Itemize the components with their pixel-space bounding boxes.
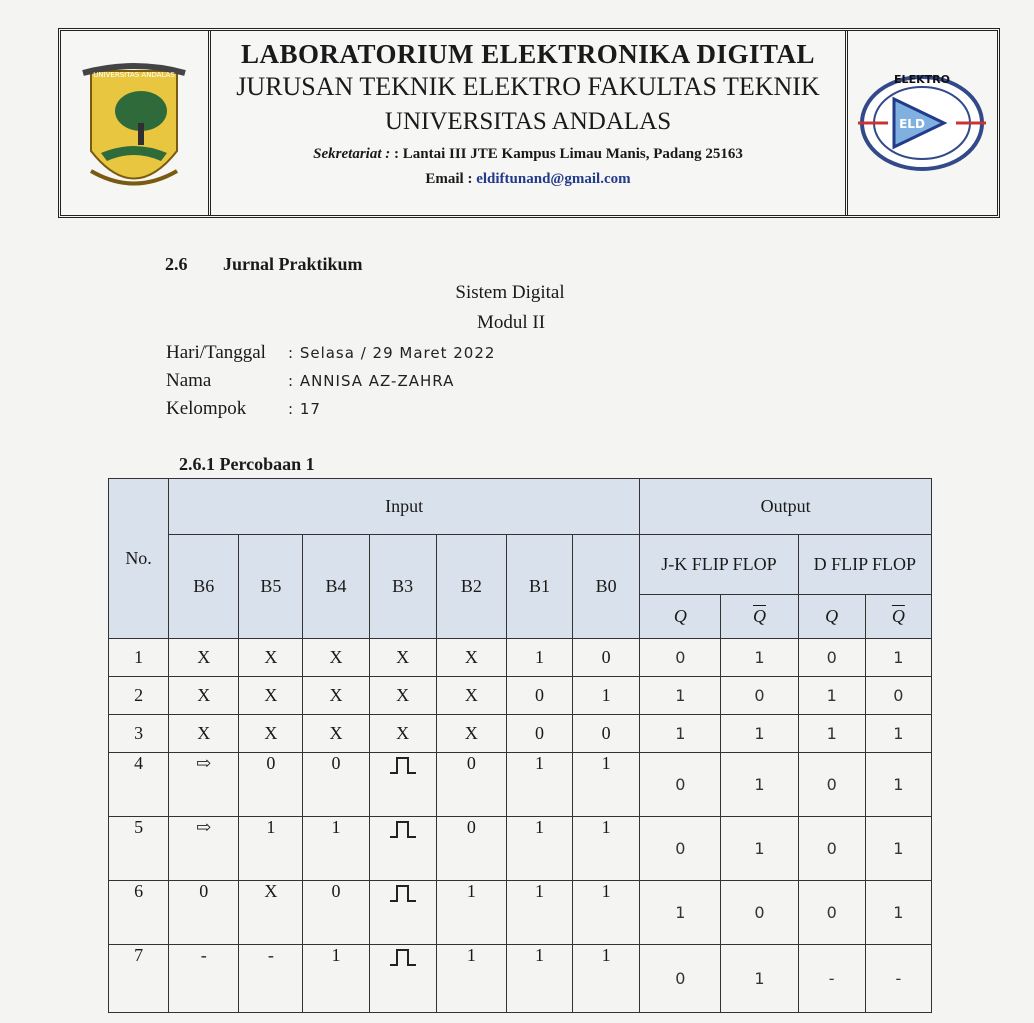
col-b2: B2 bbox=[436, 535, 506, 639]
input-cell-b4: X bbox=[303, 677, 369, 715]
output-cell-d-q: 0 bbox=[798, 753, 865, 817]
info-label: Nama bbox=[166, 370, 212, 391]
info-label: Hari/Tanggal bbox=[166, 342, 266, 363]
jk-q-header: Q bbox=[640, 595, 721, 639]
col-b6: B6 bbox=[169, 535, 239, 639]
subsection-heading: 2.6.1 Percobaan 1 bbox=[179, 454, 315, 474]
col-b3: B3 bbox=[369, 535, 436, 639]
secretariat-label: Sekretariat : bbox=[313, 146, 391, 162]
output-cell-d-q: 0 bbox=[798, 817, 865, 881]
input-cell-b6: ⇨ bbox=[169, 817, 239, 881]
output-cell-jk-qb: 1 bbox=[721, 945, 798, 1013]
row-number: 5 bbox=[109, 817, 169, 881]
input-cell-b4: 0 bbox=[303, 881, 369, 945]
info-value: : 17 bbox=[288, 400, 321, 418]
section-title: Jurnal Praktikum bbox=[223, 254, 363, 274]
row-number: 4 bbox=[109, 753, 169, 817]
input-cell-b3: X bbox=[369, 639, 436, 677]
department-name: JURUSAN TEKNIK ELEKTRO FAKULTAS TEKNIK bbox=[236, 72, 820, 101]
jk-flipflop-header: J-K FLIP FLOP bbox=[640, 535, 798, 595]
output-cell-jk-q: 1 bbox=[640, 715, 721, 753]
svg-text:UNIVERSITAS ANDALAS: UNIVERSITAS ANDALAS bbox=[93, 71, 175, 79]
svg-text:ELEKTRO: ELEKTRO bbox=[894, 73, 950, 86]
info-label: Kelompok bbox=[166, 398, 247, 419]
table-row bbox=[109, 945, 932, 1013]
output-cell-d-q: 1 bbox=[798, 677, 865, 715]
output-cell-jk-qb: 0 bbox=[721, 881, 798, 945]
col-b0: B0 bbox=[573, 535, 640, 639]
table-row bbox=[109, 881, 932, 945]
info-value: : ANNISA AZ-ZAHRA bbox=[288, 372, 455, 390]
input-cell-b6: X bbox=[169, 639, 239, 677]
info-row-date bbox=[166, 342, 495, 364]
input-cell-b6: ⇨ bbox=[169, 753, 239, 817]
output-cell-jk-q: 0 bbox=[640, 817, 721, 881]
input-cell-b2: 0 bbox=[436, 817, 506, 881]
email-address: eldiftunand@gmail.com bbox=[476, 171, 631, 187]
input-cell-b5: X bbox=[239, 715, 303, 753]
info-value: : Selasa / 29 Maret 2022 bbox=[288, 344, 496, 362]
table-row bbox=[109, 753, 932, 817]
input-cell-b2: X bbox=[436, 715, 506, 753]
input-cell-b1: 1 bbox=[506, 639, 572, 677]
input-cell-b1: 1 bbox=[506, 945, 572, 1013]
input-cell-b4: 1 bbox=[303, 945, 369, 1013]
output-cell-d-qb: 0 bbox=[865, 677, 931, 715]
input-cell-b4: 0 bbox=[303, 753, 369, 817]
input-cell-b2: X bbox=[436, 639, 506, 677]
input-cell-b5: - bbox=[239, 945, 303, 1013]
row-number: 2 bbox=[109, 677, 169, 715]
output-cell-d-qb: 1 bbox=[865, 881, 931, 945]
clock-pulse-icon bbox=[369, 945, 436, 1013]
input-cell-b2: 1 bbox=[436, 945, 506, 1013]
input-cell-b6: 0 bbox=[169, 881, 239, 945]
input-cell-b3: X bbox=[369, 677, 436, 715]
output-cell-d-qb: - bbox=[865, 945, 931, 1013]
input-cell-b1: 1 bbox=[506, 817, 572, 881]
input-cell-b2: X bbox=[436, 677, 506, 715]
output-cell-d-qb: 1 bbox=[865, 715, 931, 753]
output-cell-jk-qb: 1 bbox=[721, 639, 798, 677]
d-q-header: Q bbox=[798, 595, 865, 639]
table-row bbox=[109, 817, 932, 881]
row-number: 1 bbox=[109, 639, 169, 677]
input-cell-b1: 1 bbox=[506, 753, 572, 817]
output-cell-jk-qb: 0 bbox=[721, 677, 798, 715]
input-cell-b1: 0 bbox=[506, 715, 572, 753]
output-cell-d-q: - bbox=[798, 945, 865, 1013]
clock-pulse-icon bbox=[369, 753, 436, 817]
output-cell-jk-q: 0 bbox=[640, 753, 721, 817]
input-header: Input bbox=[169, 479, 640, 535]
clock-pulse-icon bbox=[369, 817, 436, 881]
table-row bbox=[109, 677, 932, 715]
course-name: Sistem Digital bbox=[455, 282, 565, 303]
email-line bbox=[211, 171, 845, 188]
secretariat-address: : Lantai III JTE Kampus Limau Manis, Padang 25163 bbox=[394, 146, 743, 162]
module-name: Modul II bbox=[476, 312, 546, 333]
input-cell-b1: 1 bbox=[506, 881, 572, 945]
output-cell-jk-q: 0 bbox=[640, 945, 721, 1013]
input-cell-b6: - bbox=[169, 945, 239, 1013]
d-qbar-header: $\overline{Q}$ bbox=[865, 595, 931, 639]
journal-table bbox=[108, 478, 932, 1013]
table-row bbox=[109, 639, 932, 677]
university-name: UNIVERSITAS ANDALAS bbox=[384, 108, 672, 135]
output-cell-d-qb: 1 bbox=[865, 639, 931, 677]
input-cell-b0: 0 bbox=[573, 715, 640, 753]
input-cell-b4: X bbox=[303, 715, 369, 753]
letterhead-text bbox=[211, 31, 845, 188]
input-cell-b6: X bbox=[169, 715, 239, 753]
input-cell-b5: X bbox=[239, 677, 303, 715]
letterhead bbox=[58, 28, 1000, 218]
no-header: No. bbox=[109, 479, 169, 639]
col-b1: B1 bbox=[506, 535, 572, 639]
output-cell-jk-q: 0 bbox=[640, 639, 721, 677]
table-body bbox=[109, 639, 932, 1013]
clock-pulse-icon bbox=[369, 881, 436, 945]
input-cell-b5: X bbox=[239, 639, 303, 677]
row-number: 6 bbox=[109, 881, 169, 945]
info-row-group bbox=[166, 398, 321, 420]
input-cell-b1: 0 bbox=[506, 677, 572, 715]
col-b5: B5 bbox=[239, 535, 303, 639]
input-cell-b5: 1 bbox=[239, 817, 303, 881]
lab-name: LABORATORIUM ELEKTRONIKA DIGITAL bbox=[240, 39, 816, 69]
output-cell-d-q: 0 bbox=[798, 639, 865, 677]
email-label: Email : bbox=[425, 171, 473, 187]
output-cell-d-qb: 1 bbox=[865, 817, 931, 881]
input-cell-b0: 1 bbox=[573, 817, 640, 881]
section-heading bbox=[165, 254, 363, 275]
output-cell-jk-qb: 1 bbox=[721, 817, 798, 881]
info-row-name bbox=[166, 370, 454, 392]
input-cell-b0: 0 bbox=[573, 639, 640, 677]
elektro-logo bbox=[845, 31, 997, 215]
input-cell-b4: X bbox=[303, 639, 369, 677]
svg-text:ELD: ELD bbox=[899, 117, 925, 131]
input-cell-b3: X bbox=[369, 715, 436, 753]
secretariat-line bbox=[211, 146, 845, 163]
output-cell-d-qb: 1 bbox=[865, 753, 931, 817]
input-cell-b4: 1 bbox=[303, 817, 369, 881]
row-number: 3 bbox=[109, 715, 169, 753]
input-cell-b0: 1 bbox=[573, 677, 640, 715]
output-cell-jk-q: 1 bbox=[640, 881, 721, 945]
output-cell-jk-q: 1 bbox=[640, 677, 721, 715]
input-cell-b5: X bbox=[239, 881, 303, 945]
row-number: 7 bbox=[109, 945, 169, 1013]
output-cell-jk-qb: 1 bbox=[721, 715, 798, 753]
input-cell-b2: 0 bbox=[436, 753, 506, 817]
output-cell-d-q: 1 bbox=[798, 715, 865, 753]
output-cell-jk-qb: 1 bbox=[721, 753, 798, 817]
input-cell-b2: 1 bbox=[436, 881, 506, 945]
table-row bbox=[109, 715, 932, 753]
input-cell-b5: 0 bbox=[239, 753, 303, 817]
jk-qbar-header: $\overline{Q}$ bbox=[721, 595, 798, 639]
section-number: 2.6 bbox=[165, 254, 188, 274]
input-cell-b0: 1 bbox=[573, 753, 640, 817]
input-cell-b0: 1 bbox=[573, 881, 640, 945]
d-flipflop-header: D FLIP FLOP bbox=[798, 535, 931, 595]
universitas-andalas-logo bbox=[61, 31, 211, 215]
input-cell-b6: X bbox=[169, 677, 239, 715]
output-header: Output bbox=[640, 479, 932, 535]
output-cell-d-q: 0 bbox=[798, 881, 865, 945]
input-cell-b0: 1 bbox=[573, 945, 640, 1013]
col-b4: B4 bbox=[303, 535, 369, 639]
